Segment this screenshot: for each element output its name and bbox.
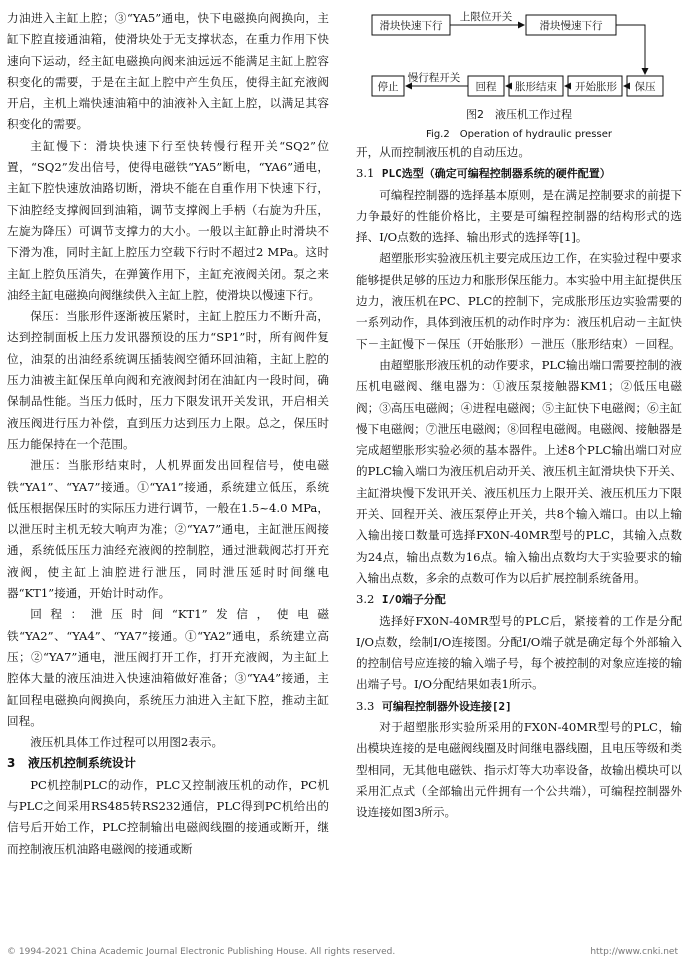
copyright-text: © 1994-2021 China Academic Journal Electronic Publishing House. All rights reserved.	[7, 947, 396, 957]
section-3-2-heading	[356, 589, 682, 610]
paragraph: 主缸慢下：滑块快速下行至快转慢行程开关“SQ2”位置，“SQ2”发出信号，使得电磁铁“YA5”断电，“YA6”通电，主缸下腔快速放油路切断，滑块不能在自重作用下快速下行，下油腔经支撑阀回到油箱，调节支撑阀上手柄（右旋为升压，左旋为降压）可调节支撑力的大小。一般以主缸静止时滑块不下滑为准，同时主缸上腔压力空载下行时不超过2 MPa。这时主缸上腔负压消失，在弹簧作用下，主缸充液阀关闭。泵之来油经主缸电磁换向阀继续供入主缸上腔，使滑块以慢速下行。	[7, 138, 329, 302]
box-label: 滑块慢速下行	[539, 20, 603, 32]
paragraph: 选择好FX0N-40MR型号的PLC后，紧接着的工作是分配I/O点数，绘制I/O连接图。分配I/O端子就是确定每个外部输入的控制信号应连接的输入端子号，每个被控制的对象应连接的输出端子号。I/O分配结果如表1所示。	[356, 613, 682, 692]
arrow-label: 慢行程开关	[407, 72, 461, 84]
figure-2	[356, 8, 682, 140]
flow-diagram	[356, 8, 682, 104]
section-3-3-heading	[356, 696, 682, 717]
section-number: 3.2	[356, 592, 375, 607]
cnki-link[interactable]: http://www.cnki.net	[590, 947, 678, 957]
paragraph: 泄压：当胀形结束时，人机界面发出回程信号，使电磁铁“YA1”、“YA7”接通。①“YA1”接通，系统建立低压，系统低压根据保压时的实际压力进行调节，一般在1.5~4.0 MPa，以泄压时主机无较大响声为准；②“YA7”通电，主缸泄压阀接通，系统低压压力油经充液阀的控制腔，通过泄载阀芯打开充液阀，使主缸上油腔进行泄压，同时泄压延时时间继电器“KT1”接通，开始计时动作。	[7, 458, 329, 601]
box-label: 滑块快速下行	[379, 20, 443, 32]
section-3-1-heading	[356, 163, 682, 184]
paragraph: 对于超塑胀形实验所采用的FX0N-40MR型号的PLC，输出模块连接的是电磁阀线圈及时间继电器线圈，且电压等级和类型相同，无其他电磁铁、指示灯等大功率设备，故输出模块可以采用汇点式（全部输出元件拥有一个公共端），可编程控制器外设连接如图3所示。	[356, 720, 682, 820]
paragraph: 力油进入主缸上腔；③“YA5”通电，快下电磁换向阀换向，主缸下腔直接通油箱，使滑块处于无支撑状态，在重力作用下快速向下运动，经主缸电磁换向阀来油远远不能满足主缸上腔容积变化的需要，于是在主缸上腔中产生负压，使得主缸充液阀开启，主机上端快速油箱中的油液补入主缸上腔，以满足其容积变化的需要。	[7, 11, 329, 132]
paragraph: 可编程控制器的选择基本原则，是在满足控制要求的前提下力争最好的性能价格比，主要是可编程控制器的结构形式的选择、I/O点数的选择、输出形式的选择等[1]。	[356, 187, 682, 245]
box-label: 胀形结束	[515, 81, 557, 93]
paragraph: 由超塑胀形液压机的动作要求，PLC输出端口需要控制的液压机电磁阀、继电器为：①液压泵接触器KM1；②低压电磁阀；③高压电磁阀；④进程电磁阀；⑤主缸快下电磁阀；⑥主缸慢下电磁阀；⑦泄压电磁阀；⑧回程电磁阀。电磁阀、接触器是完成超塑胀形实验必须的基本器件。上述8个PLC输出端口对应的PLC输入端口为液压机启动开关、液压机主缸滑块快下开关、主缸滑块慢下发讯开关、液压机压力上限开关、液压机压力下限开关、回程开关、液压泵停止开关，共8个输入端口。由以上输入输出接口数量可选择FX0N-40MR型号的PLC，其输入点数为24点，输出点数为16点。输入输出点数均大于实验要求的输入输出点数，多余的点数可作为以后扩展控制系统备用。	[356, 357, 682, 585]
section-title: 液压机控制系统设计	[27, 756, 136, 771]
paragraph: 回程：泄压时间“KT1”发信，使电磁铁“YA2”、“YA4”、“YA7”接通。①“YA2”通电，系统建立高压；②“YA7”通电，泄压阀打开工作，打开充液阀，为主缸上腔体大量的液压油进入快速油箱做好准备；③“YA4”接通，主缸回程电磁换向阀换向，系统压力油进入主缸下腔，推动主缸回程。	[7, 607, 329, 728]
section-number: 3.3	[356, 698, 375, 713]
section-number: 3.1	[356, 166, 375, 181]
paragraph: PC机控制PLC的动作，PLC又控制液压机的动作，PC机与PLC之间采用RS485转RS232通信，PLC得到PC机给出的信号后开始工作，PLC控制输出电磁阀线圈的接通或断开，继而控制液压机油路电磁阀的接通或断	[7, 777, 329, 856]
right-column	[356, 8, 682, 824]
arrow-label: 上限位开关	[459, 11, 513, 23]
paragraph: 液压机具体工作过程可以用图2表示。	[30, 735, 224, 750]
paragraph: 超塑胀形实验液压机主要完成压边工作，在实验过程中要求能够提供足够的压边力和胀形保压能力。本实验中用主缸提供压边力，液压机在PC、PLC的控制下，完成胀形压边实验需要的一系列动作，具体到液压机的动作时序为：液压机启动－主缸快下－主缸慢下－保压（开始胀形）－泄压（胀形结束）－回程。	[356, 251, 682, 351]
section-title: I/O端子分配	[381, 593, 446, 607]
figure-caption-en: Fig.2 Operation of hydraulic presser	[426, 129, 612, 140]
section-title: 可编程控制器外设连接[2]	[381, 699, 512, 713]
paragraph: 开，从而控制液压机的自动压边。	[356, 145, 530, 159]
section-title: PLC选型（确定可编程控制器系统的硬件配置）	[381, 167, 611, 181]
box-label: 停止	[377, 81, 399, 93]
section-number: 3	[7, 756, 16, 771]
box-label: 回程	[475, 81, 497, 93]
figure-caption-cn: 图2 液压机工作过程	[466, 108, 572, 121]
copyright-footer	[0, 946, 686, 959]
box-label: 开始胀形	[575, 81, 617, 93]
section-3-heading	[7, 753, 329, 774]
box-label: 保压	[634, 81, 656, 93]
left-column	[7, 8, 329, 860]
paragraph: 保压：当胀形件逐渐被压紧时，主缸上腔压力不断升高，达到控制面板上压力发讯器预设的压力“SP1”时，所有阀件复位，油泵的出油经系统调压插装阀空循环回油箱，主缸上腔的压力油被主缸保压单向阀和充液阀封闭在油缸内一段时间，确保制品性能。当压力低时，压力下限发讯开关发讯，开启相关液压阀进行压力补偿，直到压力达到压力上限。总之，保压时压力能保持在一个范围。	[7, 309, 329, 451]
